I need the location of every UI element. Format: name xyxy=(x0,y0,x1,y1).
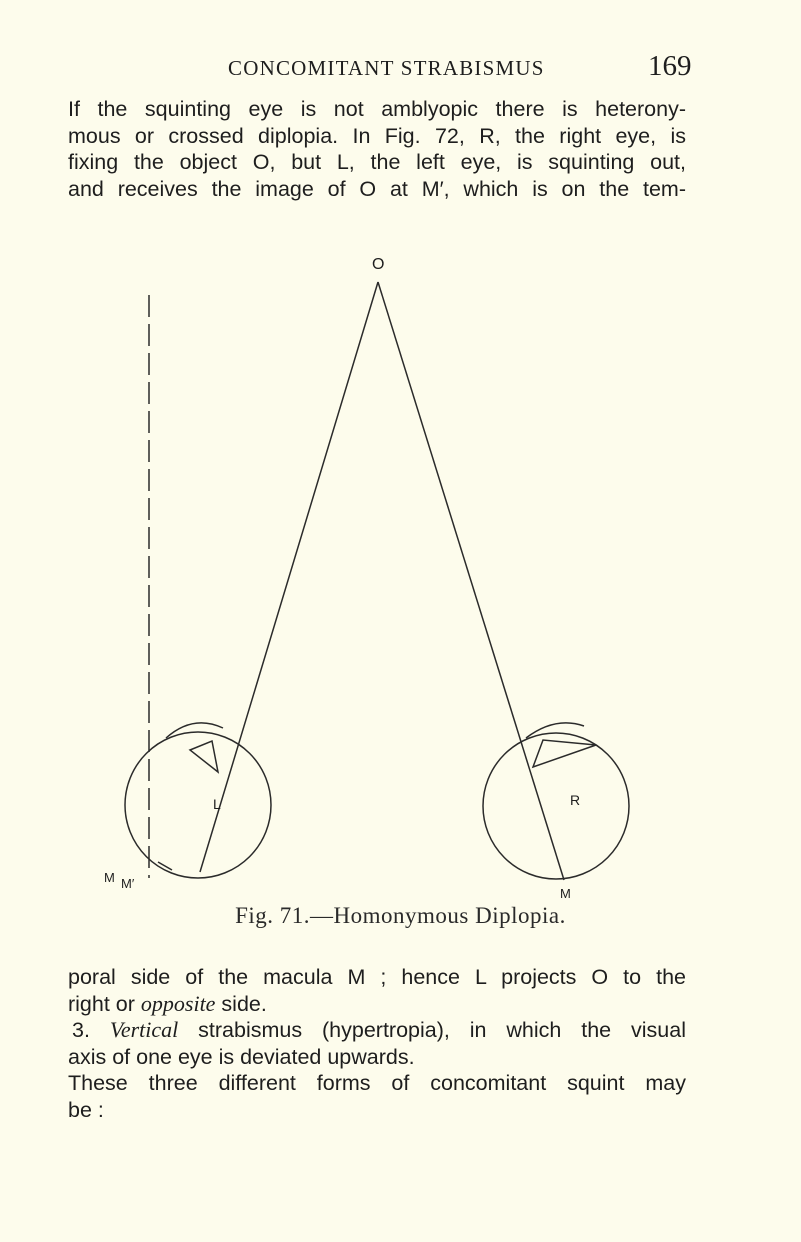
right-visual-line xyxy=(378,282,564,880)
paragraph-1-line-1: If the squinting eye is not amblyopic there is heterony- xyxy=(68,97,686,121)
emphasis-opposite: opposite xyxy=(140,990,216,1016)
line-3-text-b: strabismus (hypertropia), in which the visual xyxy=(178,1018,686,1042)
right-eye-circle xyxy=(483,733,629,879)
caption-title: Homonymous Diplopia. xyxy=(333,903,566,928)
paragraph-1-line-4: and receives the image of O at M′, which is on the tem- xyxy=(68,176,686,201)
paragraph-2-line-2 xyxy=(68,991,686,1018)
running-title: CONCOMITANT STRABISMUS xyxy=(228,56,545,80)
left-eye-circle xyxy=(125,732,271,878)
page-number: 169 xyxy=(648,50,692,82)
list-number-3: 3. xyxy=(72,1018,110,1042)
paragraph-1-line-3: fixing the object O, but L, the left eye, is squinting out, xyxy=(68,150,686,174)
left-eye-lens xyxy=(190,741,218,772)
label-object-o: O xyxy=(372,256,385,273)
paragraph-1-line-2: mous or crossed diplopia. In Fig. 72, R, the right eye, is xyxy=(68,123,686,148)
left-visual-line xyxy=(200,282,378,872)
figure-homonymous-diplopia xyxy=(100,250,660,900)
figure-caption xyxy=(0,903,801,929)
label-right-macula: M xyxy=(560,886,571,900)
label-left-image-point: M′ xyxy=(121,876,135,891)
label-left-macula: M xyxy=(104,870,115,885)
line-2-text-a: right or xyxy=(68,991,141,1016)
paragraph-2-line-3 xyxy=(68,1017,686,1044)
paragraph-2-line-6: be : xyxy=(68,1097,104,1122)
left-macula-arrow xyxy=(158,862,172,870)
paragraph-1 xyxy=(68,96,686,202)
right-eye-lens xyxy=(533,740,596,767)
caption-dash: — xyxy=(310,903,334,928)
paragraph-2 xyxy=(68,964,686,1123)
paragraph-2-line-4: axis of one eye is deviated upwards. xyxy=(68,1044,415,1069)
page-header xyxy=(0,50,801,90)
label-right-eye: R xyxy=(570,792,581,808)
caption-figure-number: Fig. 71. xyxy=(235,903,311,928)
label-left-eye: L xyxy=(213,796,221,812)
paragraph-2-line-5: These three different forms of concomitant squint may xyxy=(68,1071,686,1095)
emphasis-vertical: Vertical xyxy=(109,1017,179,1042)
line-2-text-b: side. xyxy=(215,991,267,1016)
paragraph-2-line-1: poral side of the macula M ; hence L projects O to the xyxy=(68,965,686,989)
